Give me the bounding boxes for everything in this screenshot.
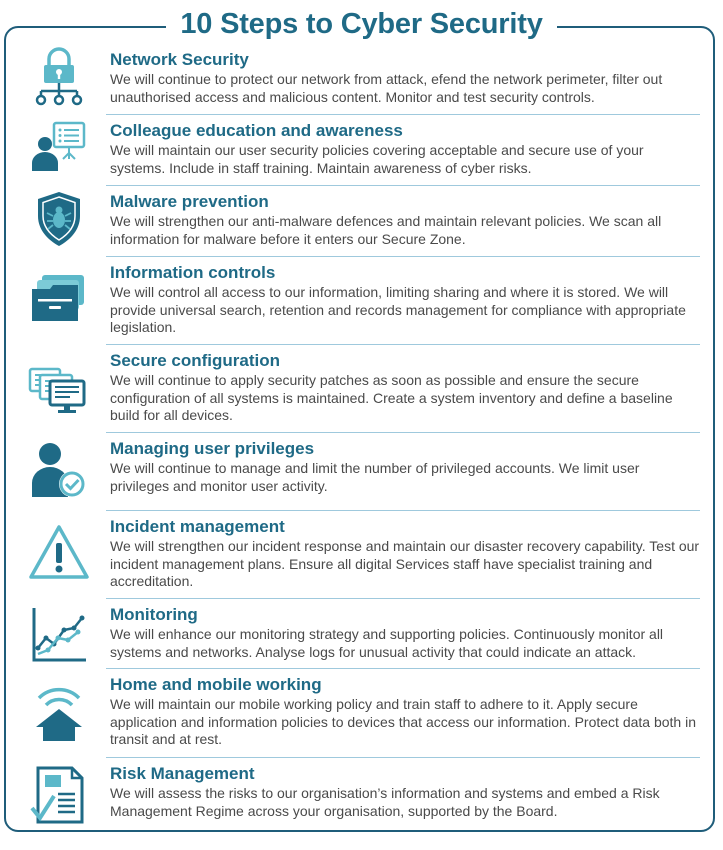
presenter-icon	[28, 119, 90, 181]
step-title: Malware prevention	[110, 192, 269, 211]
step-information-controls	[6, 257, 712, 345]
step-secure-configuration	[6, 345, 712, 433]
step-description: We will enhance our monitoring strategy and supporting policies. Continuously monitor all systems and networks. Analyse logs for unusual activity that could indicate an attack.	[110, 626, 664, 660]
step-description: We will maintain our mobile working policy and train staff to adhere to it. Apply secure application and information policies to devices that access our information. Protect data both in transit and at rest.	[110, 696, 696, 748]
step-description: We will control all access to our information, limiting sharing and where it is stored. We will provide universal search, retention and records management for compliance with appropriate legislation.	[110, 284, 686, 336]
step-text	[110, 439, 702, 495]
step-title: Home and mobile working	[110, 675, 322, 694]
step-title: Secure configuration	[110, 351, 281, 370]
page-title: 10 Steps to Cyber Security	[166, 6, 556, 42]
step-network-security	[6, 44, 712, 115]
step-home-mobile-working	[6, 669, 712, 758]
checklist-document-icon	[28, 764, 90, 826]
step-malware-prevention	[6, 186, 712, 257]
step-text	[110, 351, 702, 425]
step-description: We will strengthen our incident response and maintain our disaster recovery capability. Test our incident management plans. Ensure all digital Services staff have specialist training and accreditation.	[110, 538, 700, 590]
monitors-icon	[28, 359, 90, 421]
step-text	[110, 764, 702, 820]
line-chart-icon	[28, 604, 90, 666]
step-colleague-education	[6, 115, 712, 186]
shield-bug-icon	[28, 188, 90, 250]
step-text	[110, 50, 702, 106]
step-description: We will continue to protect our network from attack, efend the network perimeter, filter out unauthorised access and malicious content. Monitor and test security controls.	[110, 71, 663, 105]
network-padlock-icon	[28, 46, 90, 108]
folders-icon	[28, 269, 90, 331]
step-title: Incident management	[110, 517, 285, 536]
step-description: We will continue to manage and limit the number of privileged accounts. We limit user privileges and monitor user activity.	[110, 460, 640, 494]
step-title: Network Security	[110, 50, 249, 69]
step-title: Managing user privileges	[110, 439, 315, 458]
step-text	[110, 605, 702, 661]
step-title: Colleague education and awareness	[110, 121, 403, 140]
home-wifi-icon	[28, 681, 90, 743]
user-check-icon	[28, 439, 90, 501]
step-description: We will continue to apply security patches as soon as possible and ensure the secure configuration of all systems is maintained. Create a system inventory and define a baseline build for all devices.	[110, 372, 673, 424]
step-description: We will strengthen our anti-malware defences and maintain relevant policies. We scan all information for malware before it enters our Secure Zone.	[110, 213, 662, 247]
step-title: Monitoring	[110, 605, 198, 624]
step-title: Information controls	[110, 263, 276, 282]
step-incident-management	[6, 511, 712, 599]
step-text	[110, 517, 702, 591]
warning-triangle-icon	[28, 523, 90, 585]
step-text	[110, 121, 702, 177]
step-text	[110, 192, 702, 248]
step-description: We will assess the risks to our organisation’s information and systems and embed a Risk Management Regime across your organisation, supported by the Board.	[110, 785, 660, 819]
step-risk-management	[6, 758, 712, 828]
step-text	[110, 263, 702, 337]
step-monitoring	[6, 599, 712, 669]
step-text	[110, 675, 702, 749]
step-managing-user-privileges	[6, 433, 712, 511]
step-description: We will maintain our user security policies covering acceptable and secure use of your systems. Include in staff training. Maintain awareness of cyber risks.	[110, 142, 644, 176]
step-title: Risk Management	[110, 764, 255, 783]
